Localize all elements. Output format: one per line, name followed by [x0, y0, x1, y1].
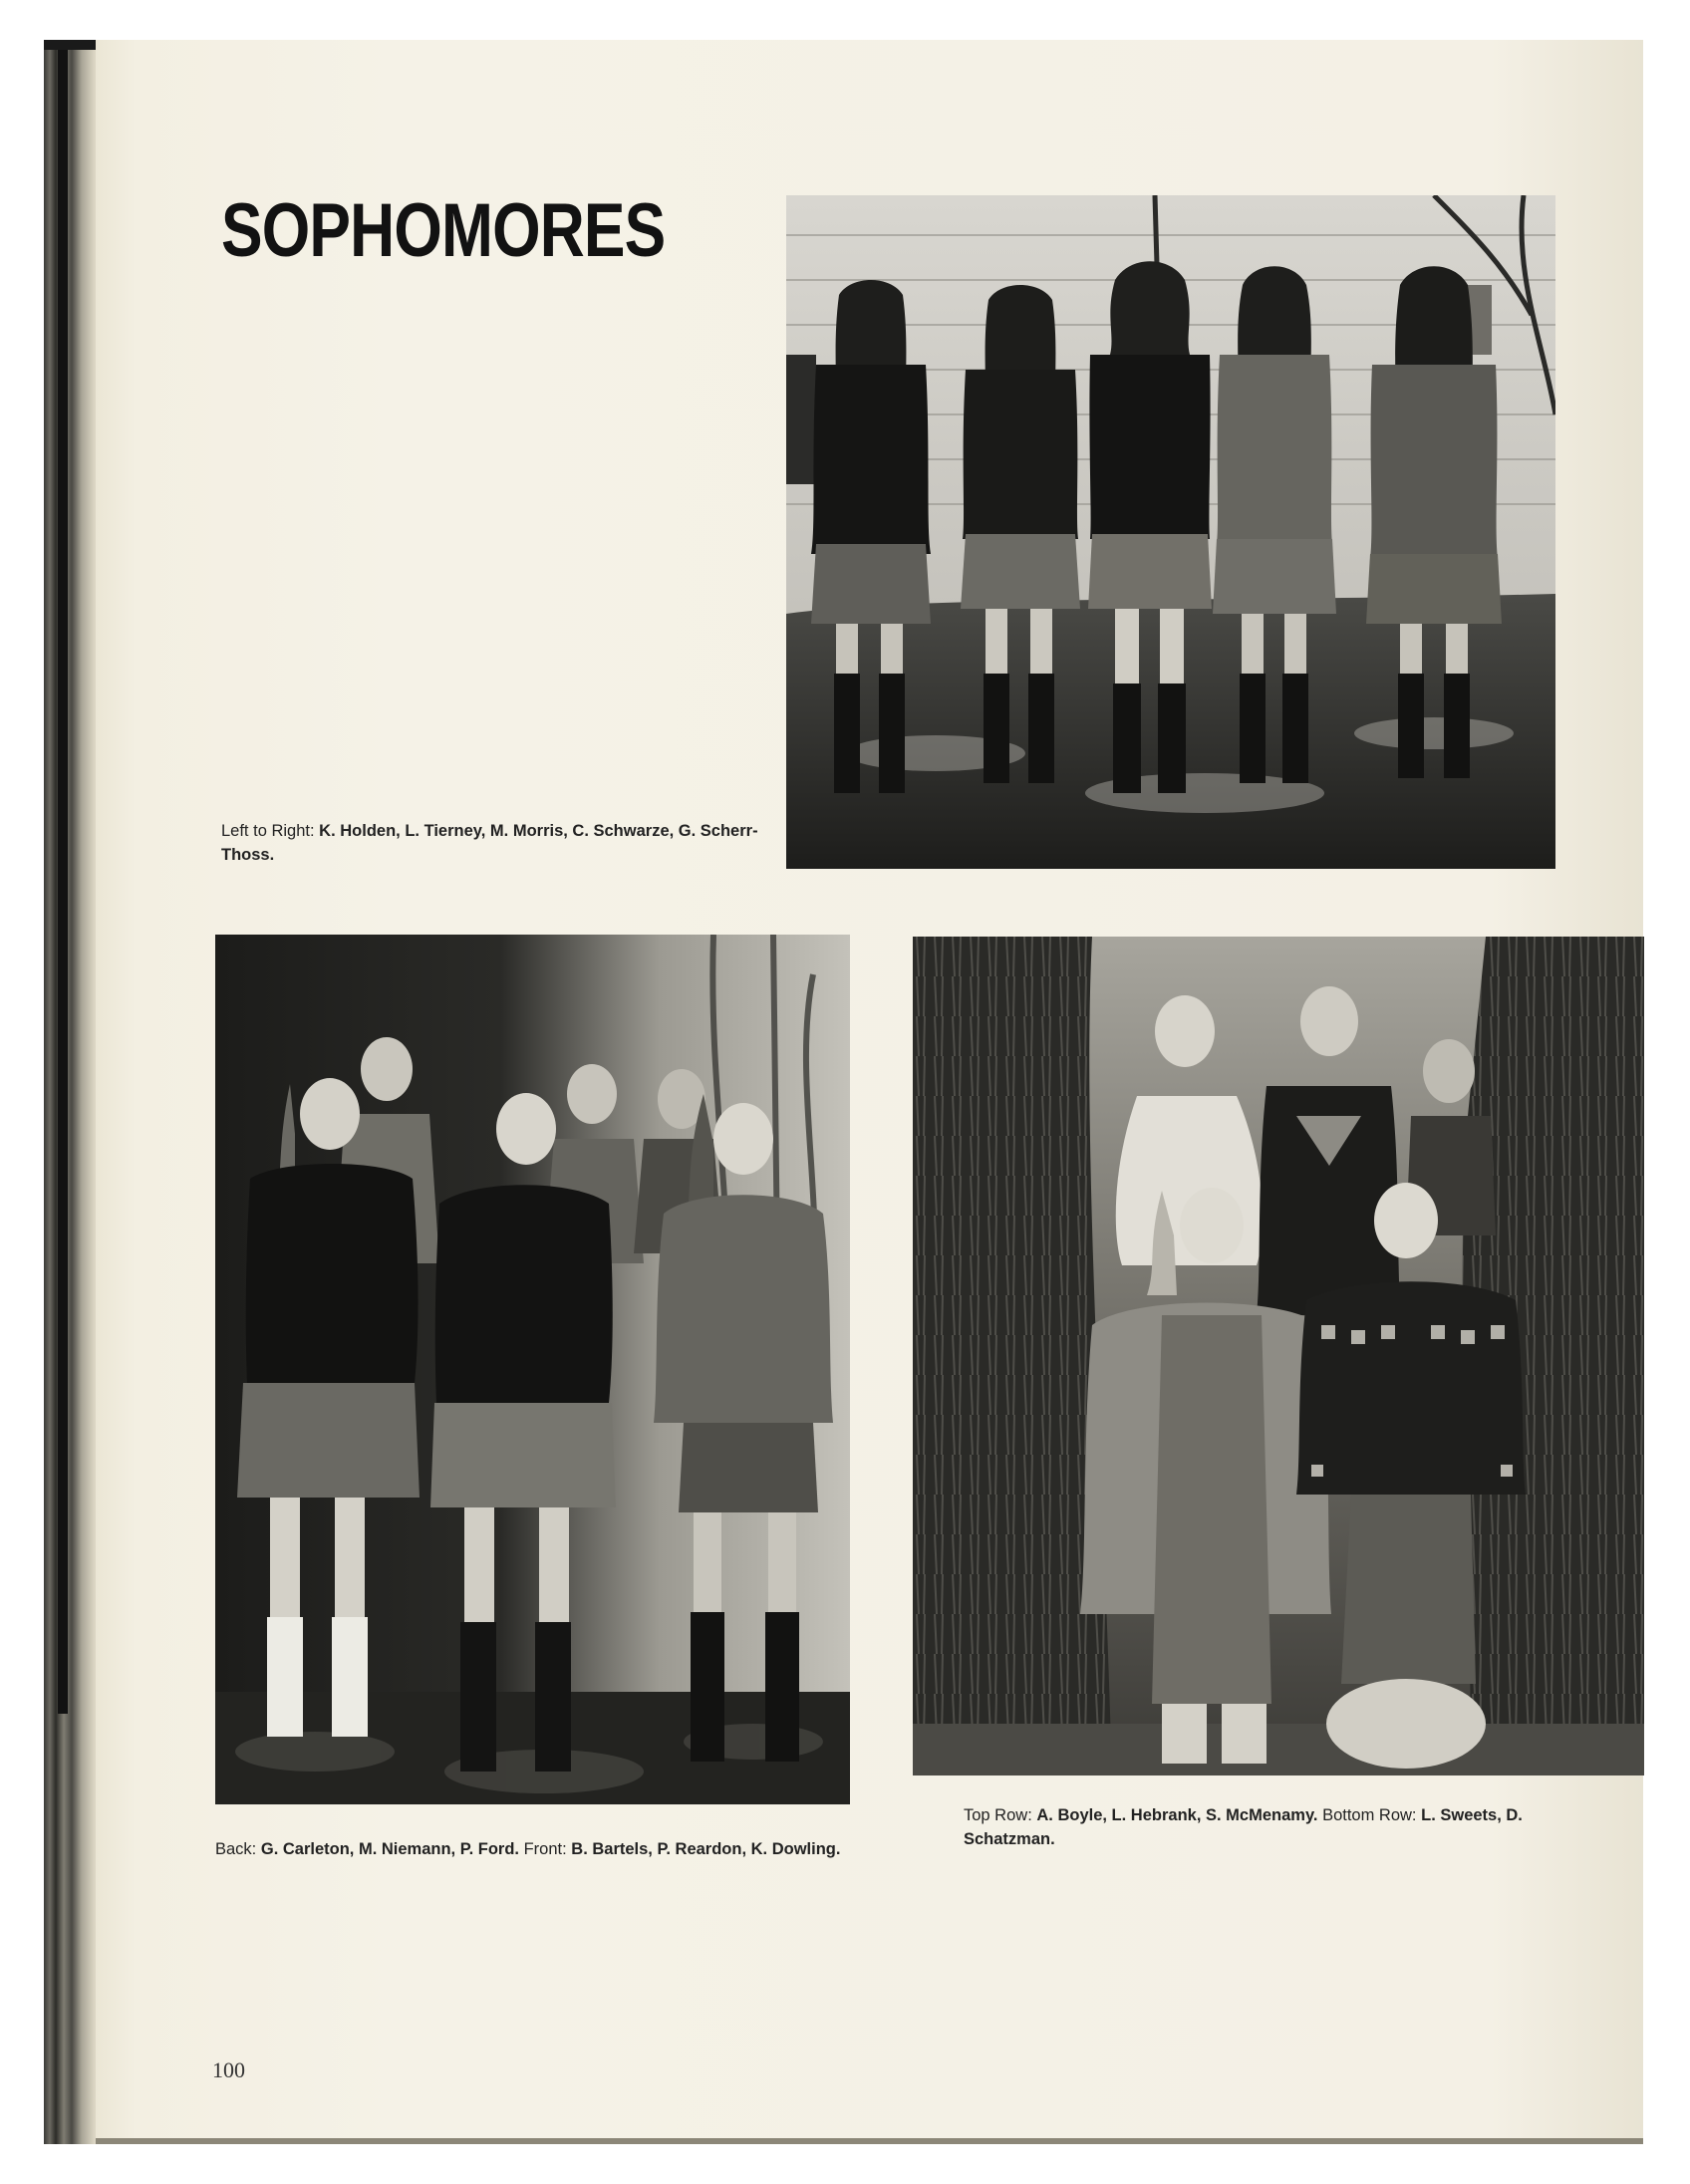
page-title: SOPHOMORES — [221, 188, 666, 273]
caption-photo-1 — [221, 819, 767, 867]
caption-names-front: B. Bartels, P. Reardon, K. Dowling. — [571, 1840, 841, 1858]
caption-part: Top Row: — [964, 1806, 1037, 1824]
page-bottom-edge — [96, 2138, 1643, 2144]
caption-part: Front: — [519, 1840, 572, 1858]
photo-group-1 — [786, 195, 1555, 869]
caption-part: Bottom Row: — [1317, 1806, 1422, 1824]
caption-photo-3 — [964, 1803, 1608, 1851]
caption-photo-2 — [215, 1837, 850, 1861]
page-number: 100 — [212, 2057, 245, 2082]
caption-names-top: A. Boyle, L. Hebrank, S. McMenamy. — [1036, 1806, 1318, 1824]
photo-group-3 — [913, 937, 1644, 1775]
binding-shadow — [58, 40, 68, 1714]
photo-group-2 — [215, 935, 850, 1804]
caption-names-bottom: L. Sweets, D. Schatzman. — [964, 1806, 1523, 1848]
caption-names-back: G. Carleton, M. Niemann, P. Ford. — [260, 1840, 520, 1858]
caption-names: K. Holden, L. Tierney, M. Morris, C. Schwarze, G. Scherr-Thoss. — [221, 822, 758, 864]
caption-part: Back: — [215, 1840, 261, 1858]
caption-lead: Left to Right: — [221, 822, 315, 840]
